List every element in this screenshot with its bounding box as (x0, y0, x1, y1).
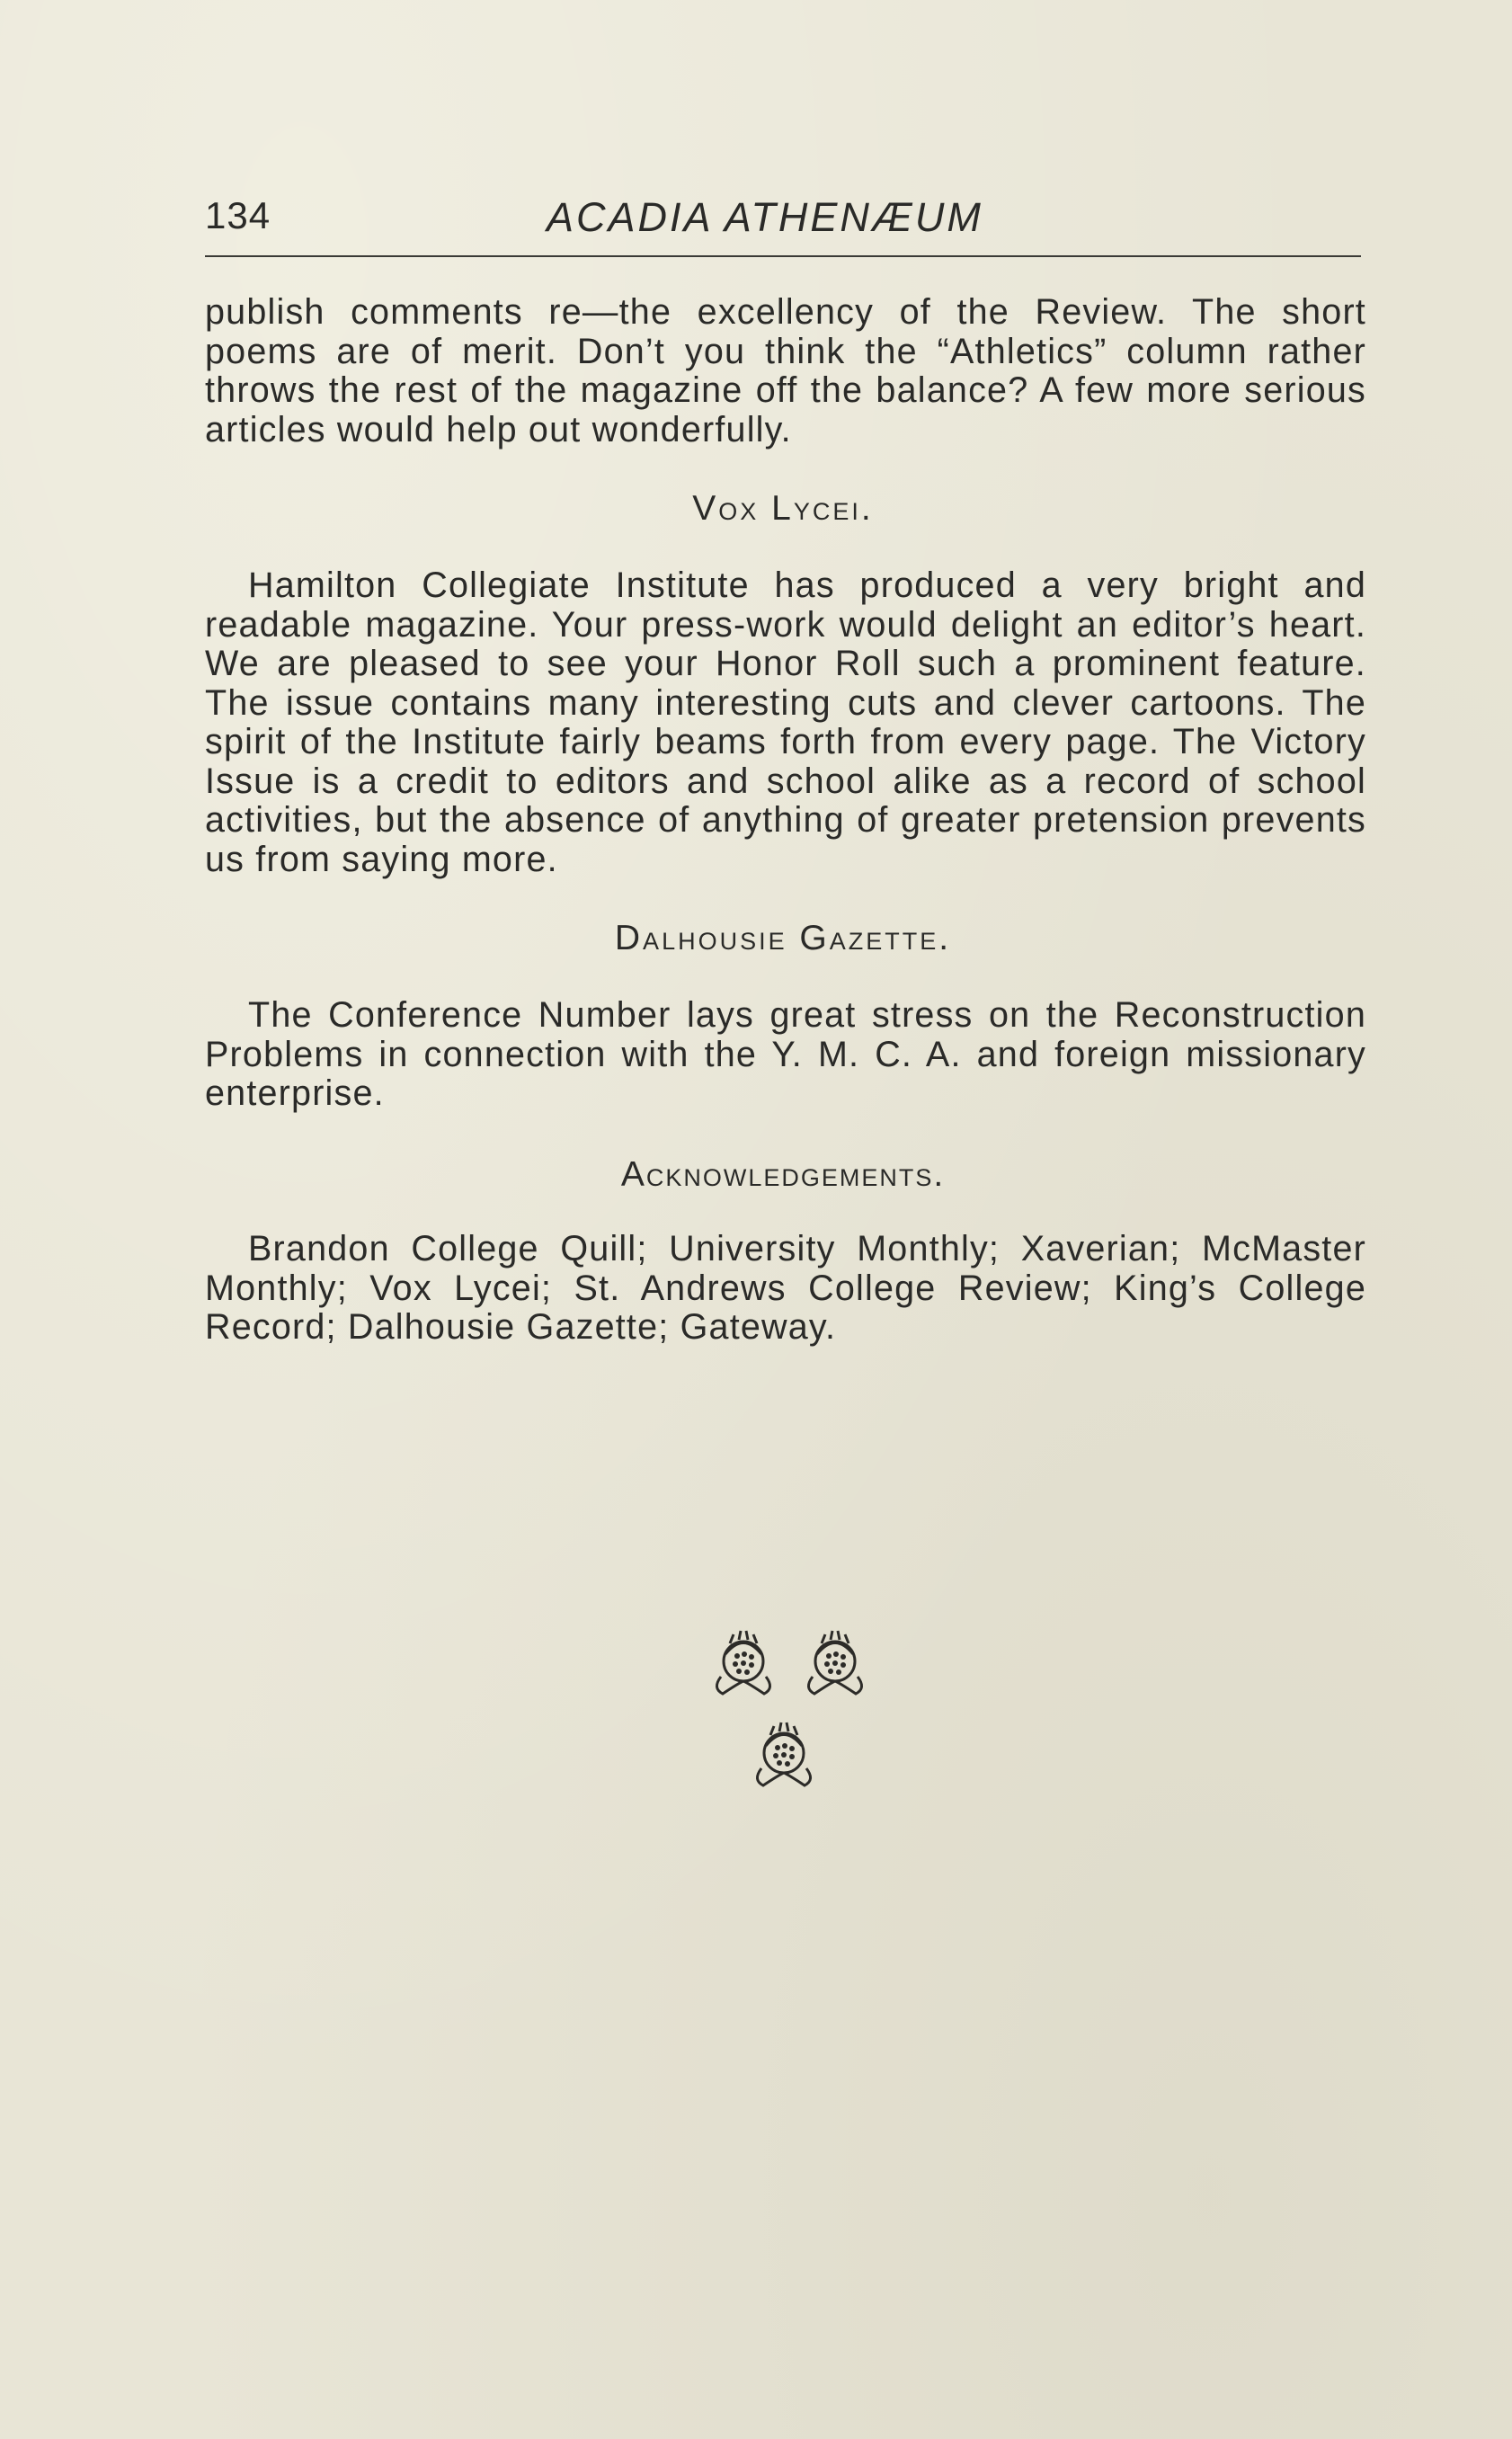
thistle-icon (743, 1719, 824, 1791)
dalhousie-paragraph: The Conference Number lays great stress on the Reconstruction Problems in connection with the Y. M. C. A. and foreign missionary enterprise. (205, 995, 1366, 1113)
section-heading-acknowledgements: Acknowledgements. (620, 1155, 946, 1194)
thistle-icon (703, 1627, 784, 1699)
intro-paragraph: publish comments re—the excellency of the Review. The short poems are of merit. Don’t you think the “Athletics” column rather throws the rest of the magazine off the balance? A few more serious articles would help out wonderfully. (205, 292, 1366, 450)
vox-lycei-paragraph: Hamilton Collegiate Institute has produced a very bright and readable magazine. Your press-work would delight an editor’s heart. We are pleased to see your Honor Roll such a prominent feature. The issue contains many interesting cuts and clever cartoons. The spirit of the Institute fairly beams forth from every page. The Victory Issue is a credit to editors and school alike as a record of school activities, but the absence of anything of greater pretension prevents us from saying more. (205, 565, 1366, 879)
acknowledgements-paragraph: Brandon College Quill; University Monthly; Xaverian; McMaster Monthly; Vox Lycei; St. Andrews College Review; King’s College Record; Dalhousie Gazette; Gateway. (205, 1229, 1366, 1347)
page-header (205, 192, 1361, 255)
section-heading-vox-lycei: Vox Lycei. (692, 489, 874, 528)
section-heading-dalhousie-gazette: Dalhousie Gazette. (614, 919, 952, 957)
thistle-icon (795, 1627, 876, 1699)
page-number: 134 (205, 194, 271, 236)
running-title: ACADIA ATHENÆUM (547, 194, 983, 240)
header-rule (205, 255, 1361, 257)
